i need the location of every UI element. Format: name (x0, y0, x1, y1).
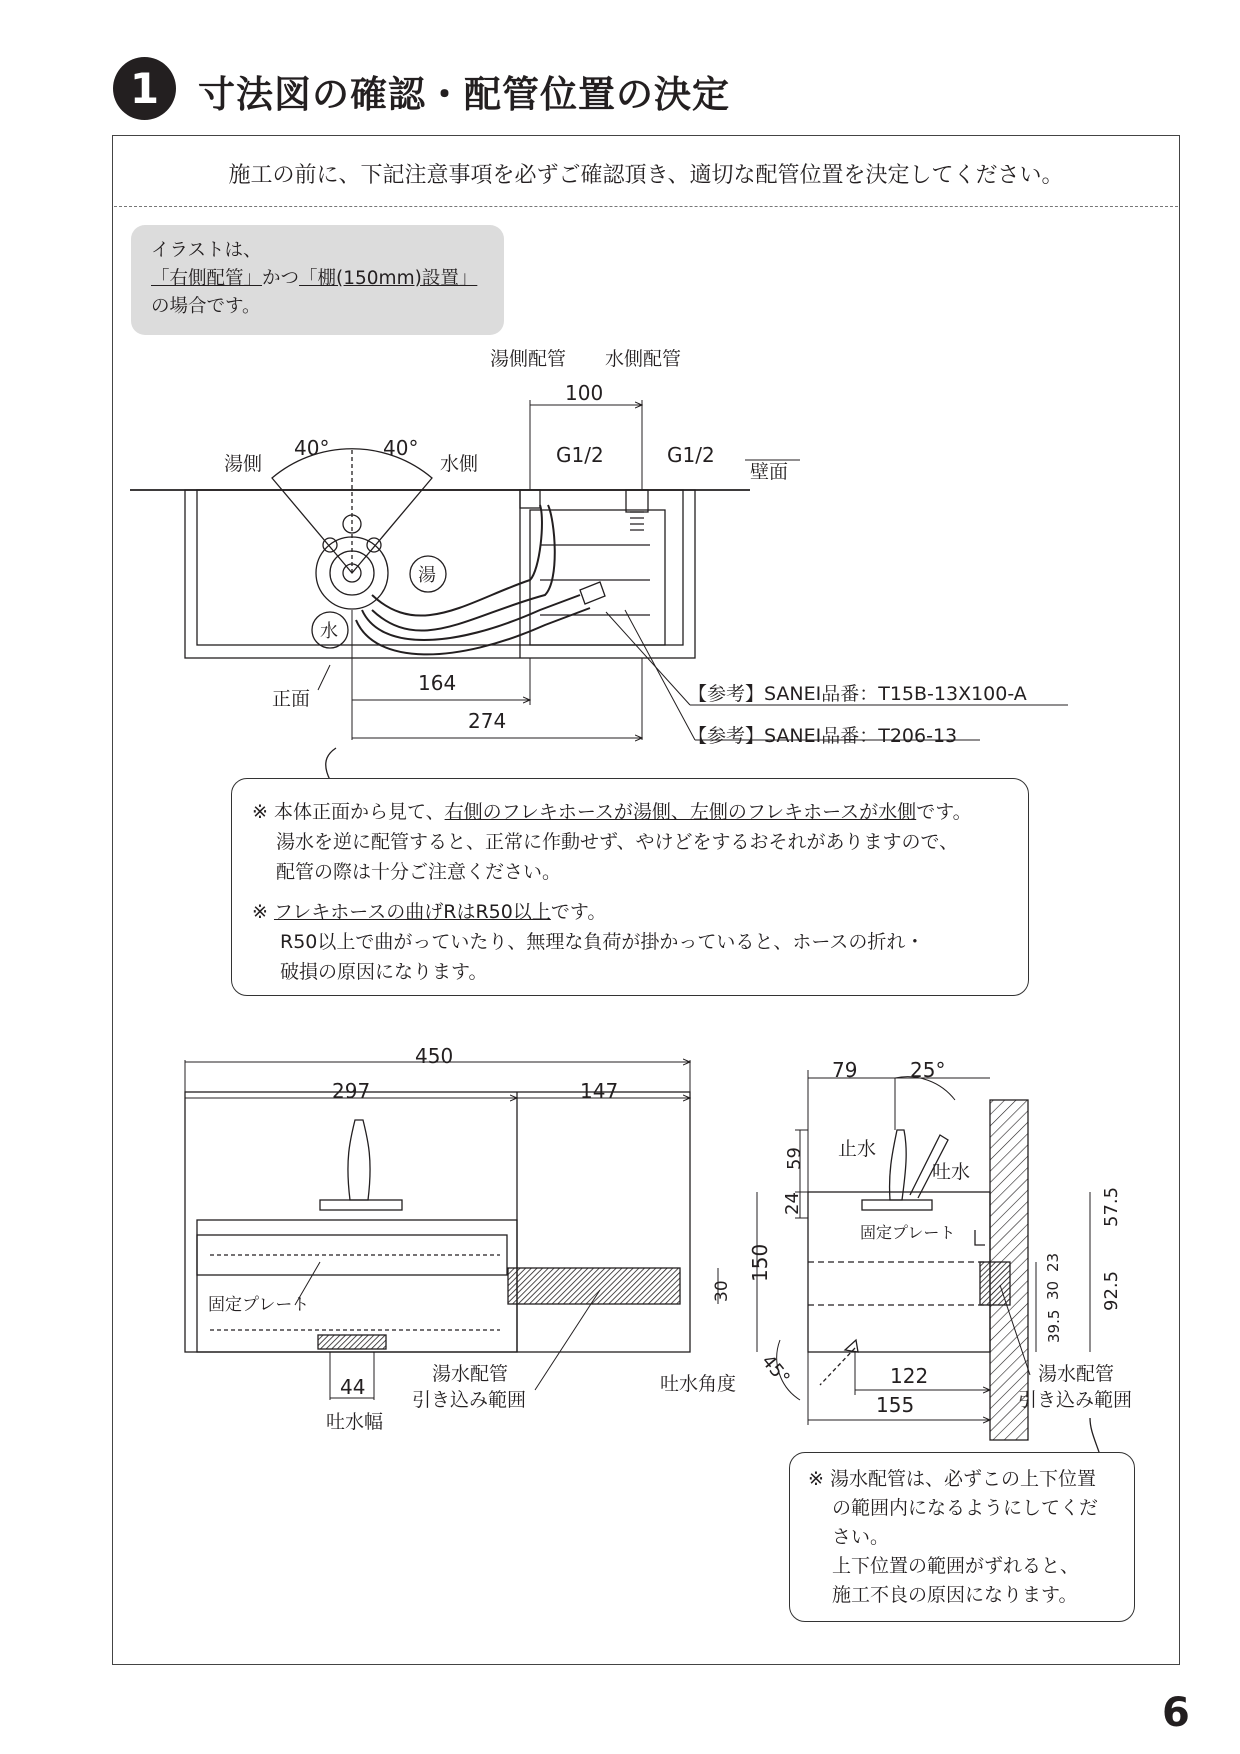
bend-note-line3: 破損の原因になります。 (280, 961, 488, 983)
angle-left-label: 40° (294, 436, 330, 460)
caution-text: 本体正面から見て、 (273, 801, 445, 823)
dim-155-label: 155 (876, 1393, 915, 1417)
fixing-plate-side (975, 1230, 985, 1245)
dim-92-5-label: 92.5 (1101, 1270, 1122, 1311)
water-side-piping-label: 水側配管 (605, 348, 682, 370)
range-note-line4: 上下位置の範囲がずれると、 (832, 1555, 1080, 1577)
caution-emphasis: 右側のフレキホースが湯側、左側のフレキホースが水側 (444, 801, 917, 823)
dim-30-side-label: 30 (1044, 1280, 1062, 1300)
dim-23-label: 23 (1044, 1252, 1062, 1272)
piping-range-callout (789, 1452, 1135, 1622)
front-leader (318, 665, 330, 690)
step-number-badge: 1 (113, 57, 176, 120)
discharge-label: 吐水 (932, 1161, 971, 1183)
valve-fitting (580, 582, 605, 604)
spout-angle-label: 吐水角度 (660, 1373, 737, 1395)
page-title: 寸法図の確認・配管位置の決定 (198, 73, 730, 116)
angle-right-label: 40° (383, 436, 419, 460)
dim-150-label: 150 (748, 1243, 772, 1282)
ref2-leader (625, 610, 695, 740)
side-base (862, 1200, 932, 1210)
intro-text: 施工の前に、下記注意事項を必ずご確認頂き、適切な配管位置を決定してください。 (228, 163, 1064, 188)
ref1-label: 【参考】SANEI品番：T15B-13X100-A (688, 683, 1027, 705)
note-mark: ※ (252, 801, 268, 823)
callout-tail (326, 748, 336, 780)
dim-297-label: 297 (332, 1079, 371, 1103)
hot-side-label: 湯側 (224, 453, 263, 475)
spout-tip (845, 1340, 858, 1352)
caution-text: です。 (916, 801, 972, 823)
side-lever (890, 1130, 907, 1200)
water-fitting (626, 490, 648, 512)
top-plan-labels (224, 348, 1027, 747)
range-note-line2: の範囲内になるようにしてくだ (832, 1497, 1099, 1519)
piping-range-side-label-2: 引き込み範囲 (1018, 1389, 1133, 1411)
side-view-labels (660, 1058, 1132, 1417)
piping-range-side-label-1: 湯水配管 (1038, 1363, 1115, 1385)
dim-79-label: 79 (832, 1058, 858, 1082)
water-side-label: 水側 (440, 453, 479, 475)
shelf-label: 「棚(150mm)設置」 (299, 268, 478, 289)
range-note-line3: さい。 (832, 1526, 890, 1548)
fixing-plate-label: 固定プレート (208, 1295, 310, 1315)
front-view (185, 1060, 757, 1400)
cabinet-side (808, 1192, 990, 1352)
dim-164-label: 164 (418, 671, 457, 695)
dim-450-label: 450 (415, 1044, 454, 1068)
dim-122-label: 122 (890, 1364, 929, 1388)
bend-note-line1 (252, 897, 1008, 927)
dim-274-label: 274 (468, 709, 507, 733)
right-piping-label: 「右側配管」 (151, 268, 263, 289)
fixing-plate-side-label: 固定プレート (860, 1223, 956, 1242)
dim-44-label: 44 (340, 1375, 366, 1399)
piping-range-label-1: 湯水配管 (432, 1363, 509, 1385)
water-hose (362, 595, 580, 640)
wall-label: 壁面 (750, 461, 789, 483)
spout-width-label: 吐水幅 (326, 1411, 384, 1433)
dim-100-label: 100 (565, 381, 604, 405)
stop-water-label: 止水 (838, 1138, 877, 1160)
caution-line2: 湯水を逆に配管すると、正常に作動せず、やけどをするおそれがありますので、 (276, 831, 959, 853)
dim-57-5-label: 57.5 (1101, 1186, 1122, 1227)
illustration-note-line3: の場合です。 (151, 296, 261, 317)
page-number: 6 (1162, 1690, 1190, 1736)
katsu-label: かつ (262, 268, 300, 289)
water-fitting-thread (630, 512, 644, 530)
dim-39-5-label: 39.5 (1045, 1309, 1063, 1343)
spout-direction (820, 1348, 855, 1385)
dim-147-label: 147 (580, 1079, 619, 1103)
dim-24-label: 24 (782, 1192, 803, 1215)
illustration-note-line1: イラストは、 (151, 240, 262, 261)
range-note-line5: 施工不良の原因になります。 (832, 1584, 1078, 1606)
spout-outlet (318, 1335, 386, 1349)
ref2-label: 【参考】SANEI品番：T206-13 (688, 725, 958, 747)
piping-range-label-2: 引き込み範囲 (412, 1389, 527, 1411)
hot-mark-label: 湯 (418, 565, 436, 586)
basin-outline (185, 490, 695, 658)
door-panel (197, 1220, 517, 1352)
hot-hose (372, 505, 542, 616)
dim-30-label: 30 (712, 1280, 732, 1302)
hot-side-piping-label: 湯側配管 (490, 348, 567, 370)
piping-range-side (980, 1262, 1010, 1305)
bend-emphasis: フレキホースの曲げRはR50以上 (273, 901, 551, 923)
angle-25-label: 25° (910, 1058, 946, 1082)
cabinet-inner (530, 510, 665, 645)
bend-text: です。 (550, 901, 607, 923)
note-mark: ※ (252, 901, 268, 923)
g-right-label: G1/2 (667, 443, 715, 467)
hot-fitting (520, 490, 540, 508)
water-mark-label: 水 (320, 621, 338, 642)
hose-caution-callout (231, 778, 1029, 996)
caution-line3: 配管の際は十分ご注意ください。 (276, 861, 562, 883)
faucet-lever (348, 1120, 370, 1200)
piping-range-leader (535, 1290, 600, 1390)
front-label: 正面 (272, 688, 311, 710)
basin-inner (197, 490, 683, 645)
caution-line1 (252, 797, 1008, 827)
callout2-tail (1090, 1418, 1100, 1455)
bend-note-line2: R50以上で曲がっていたり、無理な負荷が掛かっていると、ホースの折れ・ (280, 931, 925, 953)
dim-59-label: 59 (784, 1147, 805, 1170)
g-left-label: G1/2 (556, 443, 604, 467)
range-note-line1: ※ 湯水配管は、必ずこの上下位置 (808, 1468, 1096, 1490)
faucet-base (320, 1200, 402, 1210)
angle-45-label: 45° (757, 1350, 794, 1389)
